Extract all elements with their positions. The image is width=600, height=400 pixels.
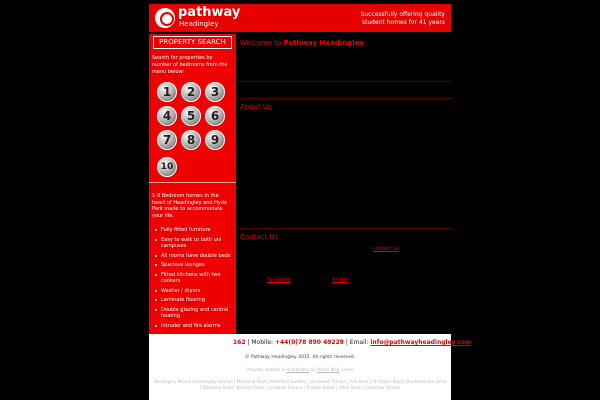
studio-web-link[interactable]: Studio Web <box>316 367 340 372</box>
sidebar <box>149 34 236 354</box>
welcome-prefix: Welcome to <box>240 39 284 47</box>
logo-subtitle: Headingley <box>179 20 219 28</box>
credit-prefix: Property website in <box>246 367 287 372</box>
sidebar-description: 1-9 Bedroom homes in the heart of Headingley and Hyde Park made to accommodate your life. <box>152 193 228 219</box>
feature-item: Laminate flooring <box>153 297 233 304</box>
feature-item: Washer / dryers <box>153 288 233 295</box>
credit-mid: by <box>309 367 317 372</box>
welcome-brand: Pathway Headingley <box>283 39 364 47</box>
header-tagline: Successfully offering quality student homes for 41 years <box>360 11 445 26</box>
copyright-text: © Pathway Headingley 2015. All rights reserved. <box>244 355 356 360</box>
street-links[interactable]: Headingley Mount | Headingley Avenue | Moorland Road | Moorfield Gardens | Brudenell Terrace | Ash Road | St Chad's Road | Brudenell Ave Drive | Woodsley Road | Kirkstall Road | Langdale Terrace | Trelawn Street | Otley Road | Grimshaw Terrace <box>153 379 447 390</box>
welcome-heading <box>240 39 364 48</box>
feature-item: Double glazing and central heating <box>153 307 233 320</box>
search-intro-text: Search for properties by number of bedrooms from the menu below: <box>152 55 228 75</box>
bedroom-2-button[interactable]: 2 <box>181 82 201 102</box>
property-search-button[interactable]: PROPERTY SEARCH <box>153 36 232 49</box>
bedroom-6-button[interactable]: 6 <box>205 106 225 126</box>
feature-item: Intruder and fire alarms <box>153 323 233 330</box>
section-divider <box>238 81 451 82</box>
sidebar-divider <box>149 182 236 183</box>
headingley-link[interactable]: Headingley <box>286 367 310 372</box>
site-footer <box>149 334 472 400</box>
email-link[interactable]: info@pathwayheadingley.com <box>370 339 472 346</box>
mobile-label: | Mobile: <box>245 339 275 346</box>
bedroom-1-button[interactable]: 1 <box>157 82 177 102</box>
twitter-link[interactable]: Twitter <box>332 277 349 283</box>
bedroom-3-button[interactable]: 3 <box>205 82 225 102</box>
credit-suffix: , Leeds <box>339 367 354 372</box>
feature-item: Easy to walk to both uni campuses <box>153 237 233 250</box>
site-credit <box>149 367 451 372</box>
pathway-logo-icon[interactable] <box>155 8 175 28</box>
section-divider <box>238 98 451 99</box>
feature-item: Fitted kitchens with two cookers <box>153 272 233 285</box>
bedroom-10-button[interactable]: 10 <box>157 157 177 177</box>
facebook-link[interactable]: Facebook <box>267 277 291 283</box>
bedroom-5-button[interactable]: 5 <box>181 106 201 126</box>
contact-details <box>233 339 471 346</box>
contact-us-link[interactable]: contact us <box>373 246 400 252</box>
bedroom-7-button[interactable]: 7 <box>157 130 177 150</box>
bedroom-8-button[interactable]: 8 <box>181 130 201 150</box>
email-label: | Email: <box>343 339 371 346</box>
feature-item: Fully fitted furniture <box>153 227 233 234</box>
section-divider <box>238 228 451 229</box>
about-heading: About Us <box>240 103 272 111</box>
bedroom-9-button[interactable]: 9 <box>205 130 225 150</box>
feature-item: All rooms have double beds <box>153 253 233 260</box>
logo-name[interactable]: pathway <box>178 5 241 20</box>
phone-number: 162 <box>233 339 246 346</box>
bedroom-4-button[interactable]: 4 <box>157 106 177 126</box>
site-header <box>149 4 451 32</box>
contact-heading: Contact Us <box>240 233 279 241</box>
feature-item: Spacious lounges <box>153 262 233 269</box>
mobile-number: +44(0)78 890 49228 <box>274 339 344 346</box>
features-list <box>153 227 233 332</box>
